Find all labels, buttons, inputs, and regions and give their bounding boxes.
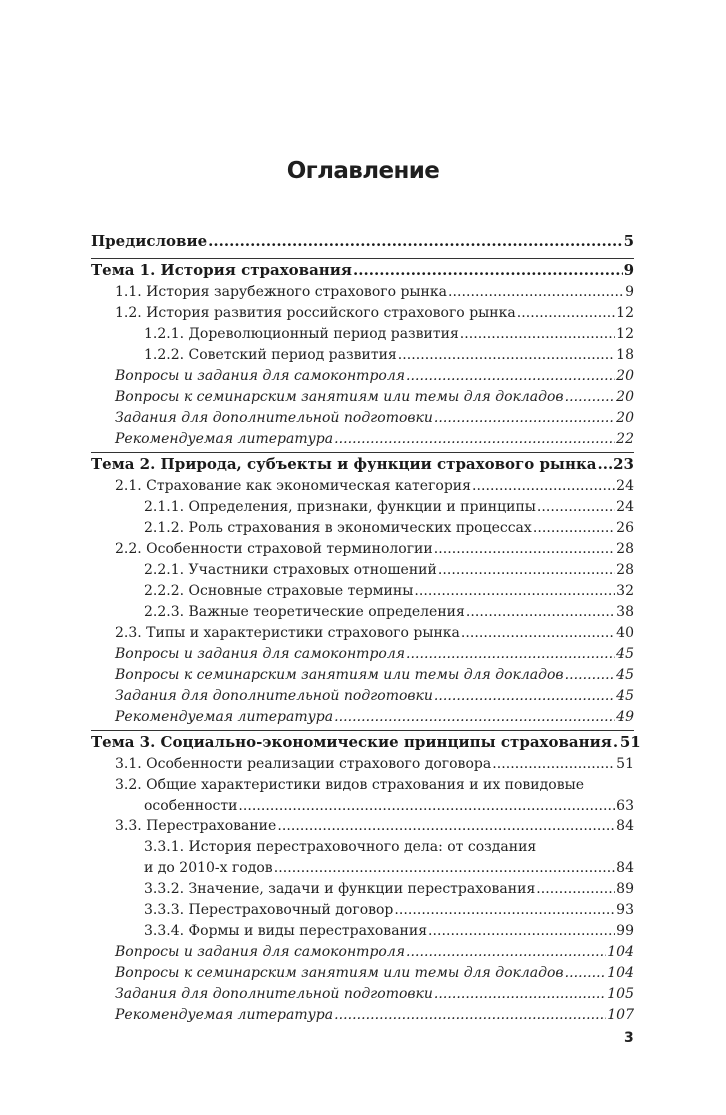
dot-leader bbox=[414, 581, 615, 601]
toc-entry-title-continuation: особенности bbox=[144, 798, 238, 814]
toc-entry-title: 3.3.2. Значение, задачи и функции перестрахования bbox=[144, 881, 536, 897]
toc-entry-title: Вопросы и задания для самоконтроля bbox=[115, 944, 406, 960]
dot-leader bbox=[536, 879, 615, 899]
dot-leader bbox=[537, 497, 615, 517]
toc-page-number: 51 bbox=[616, 756, 634, 772]
toc-page-number: 26 bbox=[616, 520, 634, 536]
toc-entry-title: 2.2. Особенности страховой терминологии bbox=[115, 541, 433, 557]
toc-page-number: 28 bbox=[616, 541, 634, 557]
toc-entry-title: 3.2. Общие характеристики видов страхования и их повидовые bbox=[115, 777, 584, 793]
toc-entry-title: 2.1.2. Роль страхования в экономических процессах bbox=[144, 520, 532, 536]
toc-page-number: 49 bbox=[616, 709, 634, 725]
toc-page-number: 84 bbox=[616, 860, 634, 876]
toc-page-number: 20 bbox=[616, 368, 634, 384]
toc-entry-title: Задания для дополнительной подготовки bbox=[115, 688, 433, 704]
dot-leader bbox=[428, 921, 615, 941]
toc-entry-title: Предисловие bbox=[91, 232, 208, 250]
toc-page-number: 104 bbox=[607, 944, 634, 960]
toc-entry-title: 3.3.4. Формы и виды перестрахования bbox=[144, 923, 428, 939]
toc-page-number: 20 bbox=[616, 410, 634, 426]
dot-leader bbox=[334, 707, 615, 727]
toc-page-number: 45 bbox=[616, 688, 634, 704]
toc-entry-title: 2.2.3. Важные теоретические определения bbox=[144, 604, 465, 620]
dot-leader bbox=[334, 1005, 606, 1025]
dot-leader bbox=[406, 366, 615, 386]
toc-page-number: 38 bbox=[616, 604, 634, 620]
page-number: 3 bbox=[624, 1030, 634, 1046]
dot-leader bbox=[533, 518, 615, 538]
toc-entry-title: Вопросы к семинарским занятиям или темы для докладов bbox=[115, 389, 564, 405]
toc-page-number: 28 bbox=[616, 562, 634, 578]
toc-page-number: 24 bbox=[616, 499, 634, 515]
toc-page-number: 5 bbox=[623, 232, 634, 250]
dot-leader bbox=[438, 560, 615, 580]
dot-leader bbox=[517, 303, 615, 323]
toc-entry-title: Вопросы к семинарским занятиям или темы для докладов bbox=[115, 965, 564, 981]
dot-leader bbox=[277, 816, 615, 836]
toc-entry-title: 1.2. История развития российского страхового рынка bbox=[115, 305, 516, 321]
toc-page-number: 45 bbox=[616, 667, 634, 683]
toc-entry-title: Тема 1. История страхования bbox=[91, 261, 352, 279]
toc-page-number: 105 bbox=[607, 986, 634, 1002]
toc-entry-title: Задания для дополнительной подготовки bbox=[115, 410, 433, 426]
toc-entry-title: Вопросы и задания для самоконтроля bbox=[115, 368, 406, 384]
dot-leader bbox=[353, 260, 623, 280]
dot-leader bbox=[398, 345, 615, 365]
toc-page-number: 45 bbox=[616, 646, 634, 662]
dot-leader bbox=[466, 602, 615, 622]
dot-leader bbox=[460, 324, 615, 344]
toc-page-number: 89 bbox=[616, 881, 634, 897]
toc-page-number: 22 bbox=[616, 431, 634, 447]
toc-entry-title: 3.3.3. Перестраховочный договор bbox=[144, 902, 394, 918]
toc-page-number: 32 bbox=[616, 583, 634, 599]
dot-leader bbox=[406, 644, 615, 664]
section-rule bbox=[91, 730, 634, 731]
toc-entry-title: 2.2.2. Основные страховые термины bbox=[144, 583, 414, 599]
dot-leader bbox=[565, 963, 607, 983]
toc-page-number: 51 bbox=[619, 733, 641, 751]
toc-page-number: 93 bbox=[616, 902, 634, 918]
toc-entry-title: Рекомендуемая литература bbox=[115, 709, 334, 725]
toc-entry-title: Вопросы и задания для самоконтроля bbox=[115, 646, 406, 662]
toc-page-number: 99 bbox=[616, 923, 634, 939]
dot-leader bbox=[394, 900, 615, 920]
toc-page-number: 12 bbox=[616, 326, 634, 342]
toc-page-number: 9 bbox=[625, 284, 634, 300]
dot-leader bbox=[472, 476, 615, 496]
dot-leader bbox=[406, 942, 606, 962]
section-rule bbox=[91, 258, 634, 259]
dot-leader bbox=[434, 408, 615, 428]
dot-leader bbox=[274, 858, 615, 878]
toc-entry-title: Тема 2. Природа, субъекты и функции страхового рынка bbox=[91, 455, 597, 473]
toc-entry-title: 2.1. Страхование как экономическая категория bbox=[115, 478, 471, 494]
toc-entry-title: 1.2.2. Советский период развития bbox=[144, 347, 397, 363]
toc-entry-title: 3.3. Перестрахование bbox=[115, 818, 277, 834]
dot-leader bbox=[448, 282, 624, 302]
dot-leader bbox=[492, 754, 615, 774]
page-title: Оглавление bbox=[286, 158, 440, 184]
dot-leader bbox=[565, 387, 616, 407]
dot-leader bbox=[598, 454, 613, 474]
toc-page-number: 63 bbox=[616, 798, 634, 814]
toc-entry-title: Вопросы к семинарским занятиям или темы для докладов bbox=[115, 667, 564, 683]
dot-leader bbox=[208, 231, 622, 251]
toc-page-number: 18 bbox=[616, 347, 634, 363]
toc-entry-title: 2.1.1. Определения, признаки, функции и принципы bbox=[144, 499, 536, 515]
toc-page-number: 24 bbox=[616, 478, 634, 494]
dot-leader bbox=[238, 796, 615, 816]
toc-page-number: 23 bbox=[613, 455, 634, 473]
toc-entry-title-continuation: и до 2010-х годов bbox=[144, 860, 273, 876]
toc-page-number: 20 bbox=[616, 389, 634, 405]
toc-page-number: 40 bbox=[616, 625, 634, 641]
section-rule bbox=[91, 452, 634, 453]
toc-page-number: 12 bbox=[616, 305, 634, 321]
toc-entry-title: Задания для дополнительной подготовки bbox=[115, 986, 433, 1002]
toc-entry-title: 3.1. Особенности реализации страхового договора bbox=[115, 756, 492, 772]
toc-entry-title: 2.3. Типы и характеристики страхового рынка bbox=[115, 625, 460, 641]
dot-leader bbox=[565, 665, 616, 685]
toc-entry-title: 2.2.1. Участники страховых отношений bbox=[144, 562, 437, 578]
dot-leader bbox=[434, 686, 615, 706]
dot-leader bbox=[434, 539, 615, 559]
toc-page-number: 84 bbox=[616, 818, 634, 834]
dot-leader bbox=[434, 984, 606, 1004]
toc-page-number: 104 bbox=[607, 965, 634, 981]
toc-page-number: 107 bbox=[607, 1007, 634, 1023]
toc-entry-title: Рекомендуемая литература bbox=[115, 1007, 334, 1023]
toc-entry-title: 3.3.1. История перестраховочного дела: от создания bbox=[144, 839, 537, 855]
toc-entry-title: 1.2.1. Дореволюционный период развития bbox=[144, 326, 459, 342]
toc-entry-title: Рекомендуемая литература bbox=[115, 431, 334, 447]
toc-entry-title: 1.1. История зарубежного страхового рынка bbox=[115, 284, 447, 300]
toc-entry-title: Тема 3. Социально-экономические принципы страхования bbox=[91, 733, 612, 751]
dot-leader bbox=[334, 429, 615, 449]
dot-leader bbox=[461, 623, 615, 643]
toc-page-number: 9 bbox=[623, 261, 634, 279]
